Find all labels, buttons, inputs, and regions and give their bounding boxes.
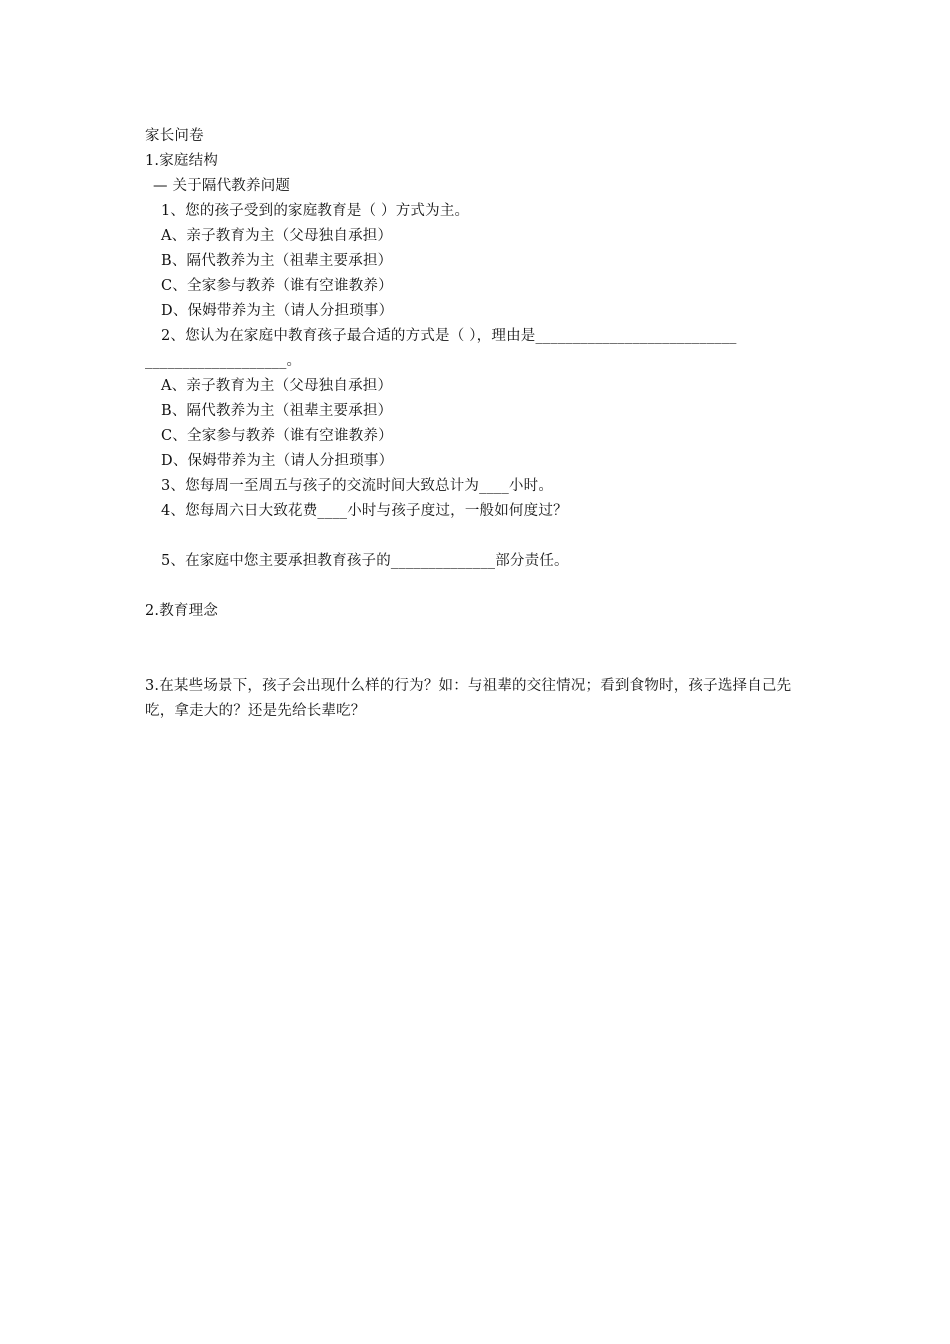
document-body (145, 124, 810, 724)
question-2-option-d: D、保姆带养为主（请人分担琐事） (161, 453, 394, 469)
question-4: 4、您每周六日大致花费____小时与孩子度过，一般如何度过？ (161, 503, 568, 519)
question-2-line1: 2、您认为在家庭中教育孩子最合适的方式是（ ），理由是___________________________ (161, 328, 737, 344)
spacer (145, 624, 810, 674)
question-2-line2: ___________________。 (145, 353, 302, 369)
question-1-option-d: D、保姆带养为主（请人分担琐事） (161, 303, 394, 319)
question-5: 5、在家庭中您主要承担教育孩子的______________部分责任。 (161, 553, 569, 569)
spacer (145, 524, 810, 549)
section2-heading: 2.教育理念 (145, 603, 219, 619)
section1-heading: 1.家庭结构 (145, 153, 219, 169)
question-1-option-b: B、隔代教养为主（祖辈主要承担） (161, 253, 393, 269)
question-1-option-c: C、全家参与教养（谁有空谁教养） (161, 278, 393, 294)
question-2-option-b: B、隔代教养为主（祖辈主要承担） (161, 403, 393, 419)
question-2-option-c: C、全家参与教养（谁有空谁教养） (161, 428, 393, 444)
question-1: 1、您的孩子受到的家庭教育是（ ）方式为主。 (161, 203, 470, 219)
section1-subheading: — 关于隔代教养问题 (153, 178, 291, 194)
question-1-option-a: A、亲子教育为主（父母独自承担） (161, 228, 393, 244)
section3-text: 3.在某些场景下，孩子会出现什么样的行为？如：与祖辈的交往情况；看到食物时，孩子选择自己先吃，拿走大的？还是先给长辈吃？ (145, 678, 792, 719)
document-title: 家长问卷 (145, 128, 204, 144)
spacer (145, 574, 810, 599)
question-2-option-a: A、亲子教育为主（父母独自承担） (161, 378, 393, 394)
question-3: 3、您每周一至周五与孩子的交流时间大致总计为____小时。 (161, 478, 554, 494)
